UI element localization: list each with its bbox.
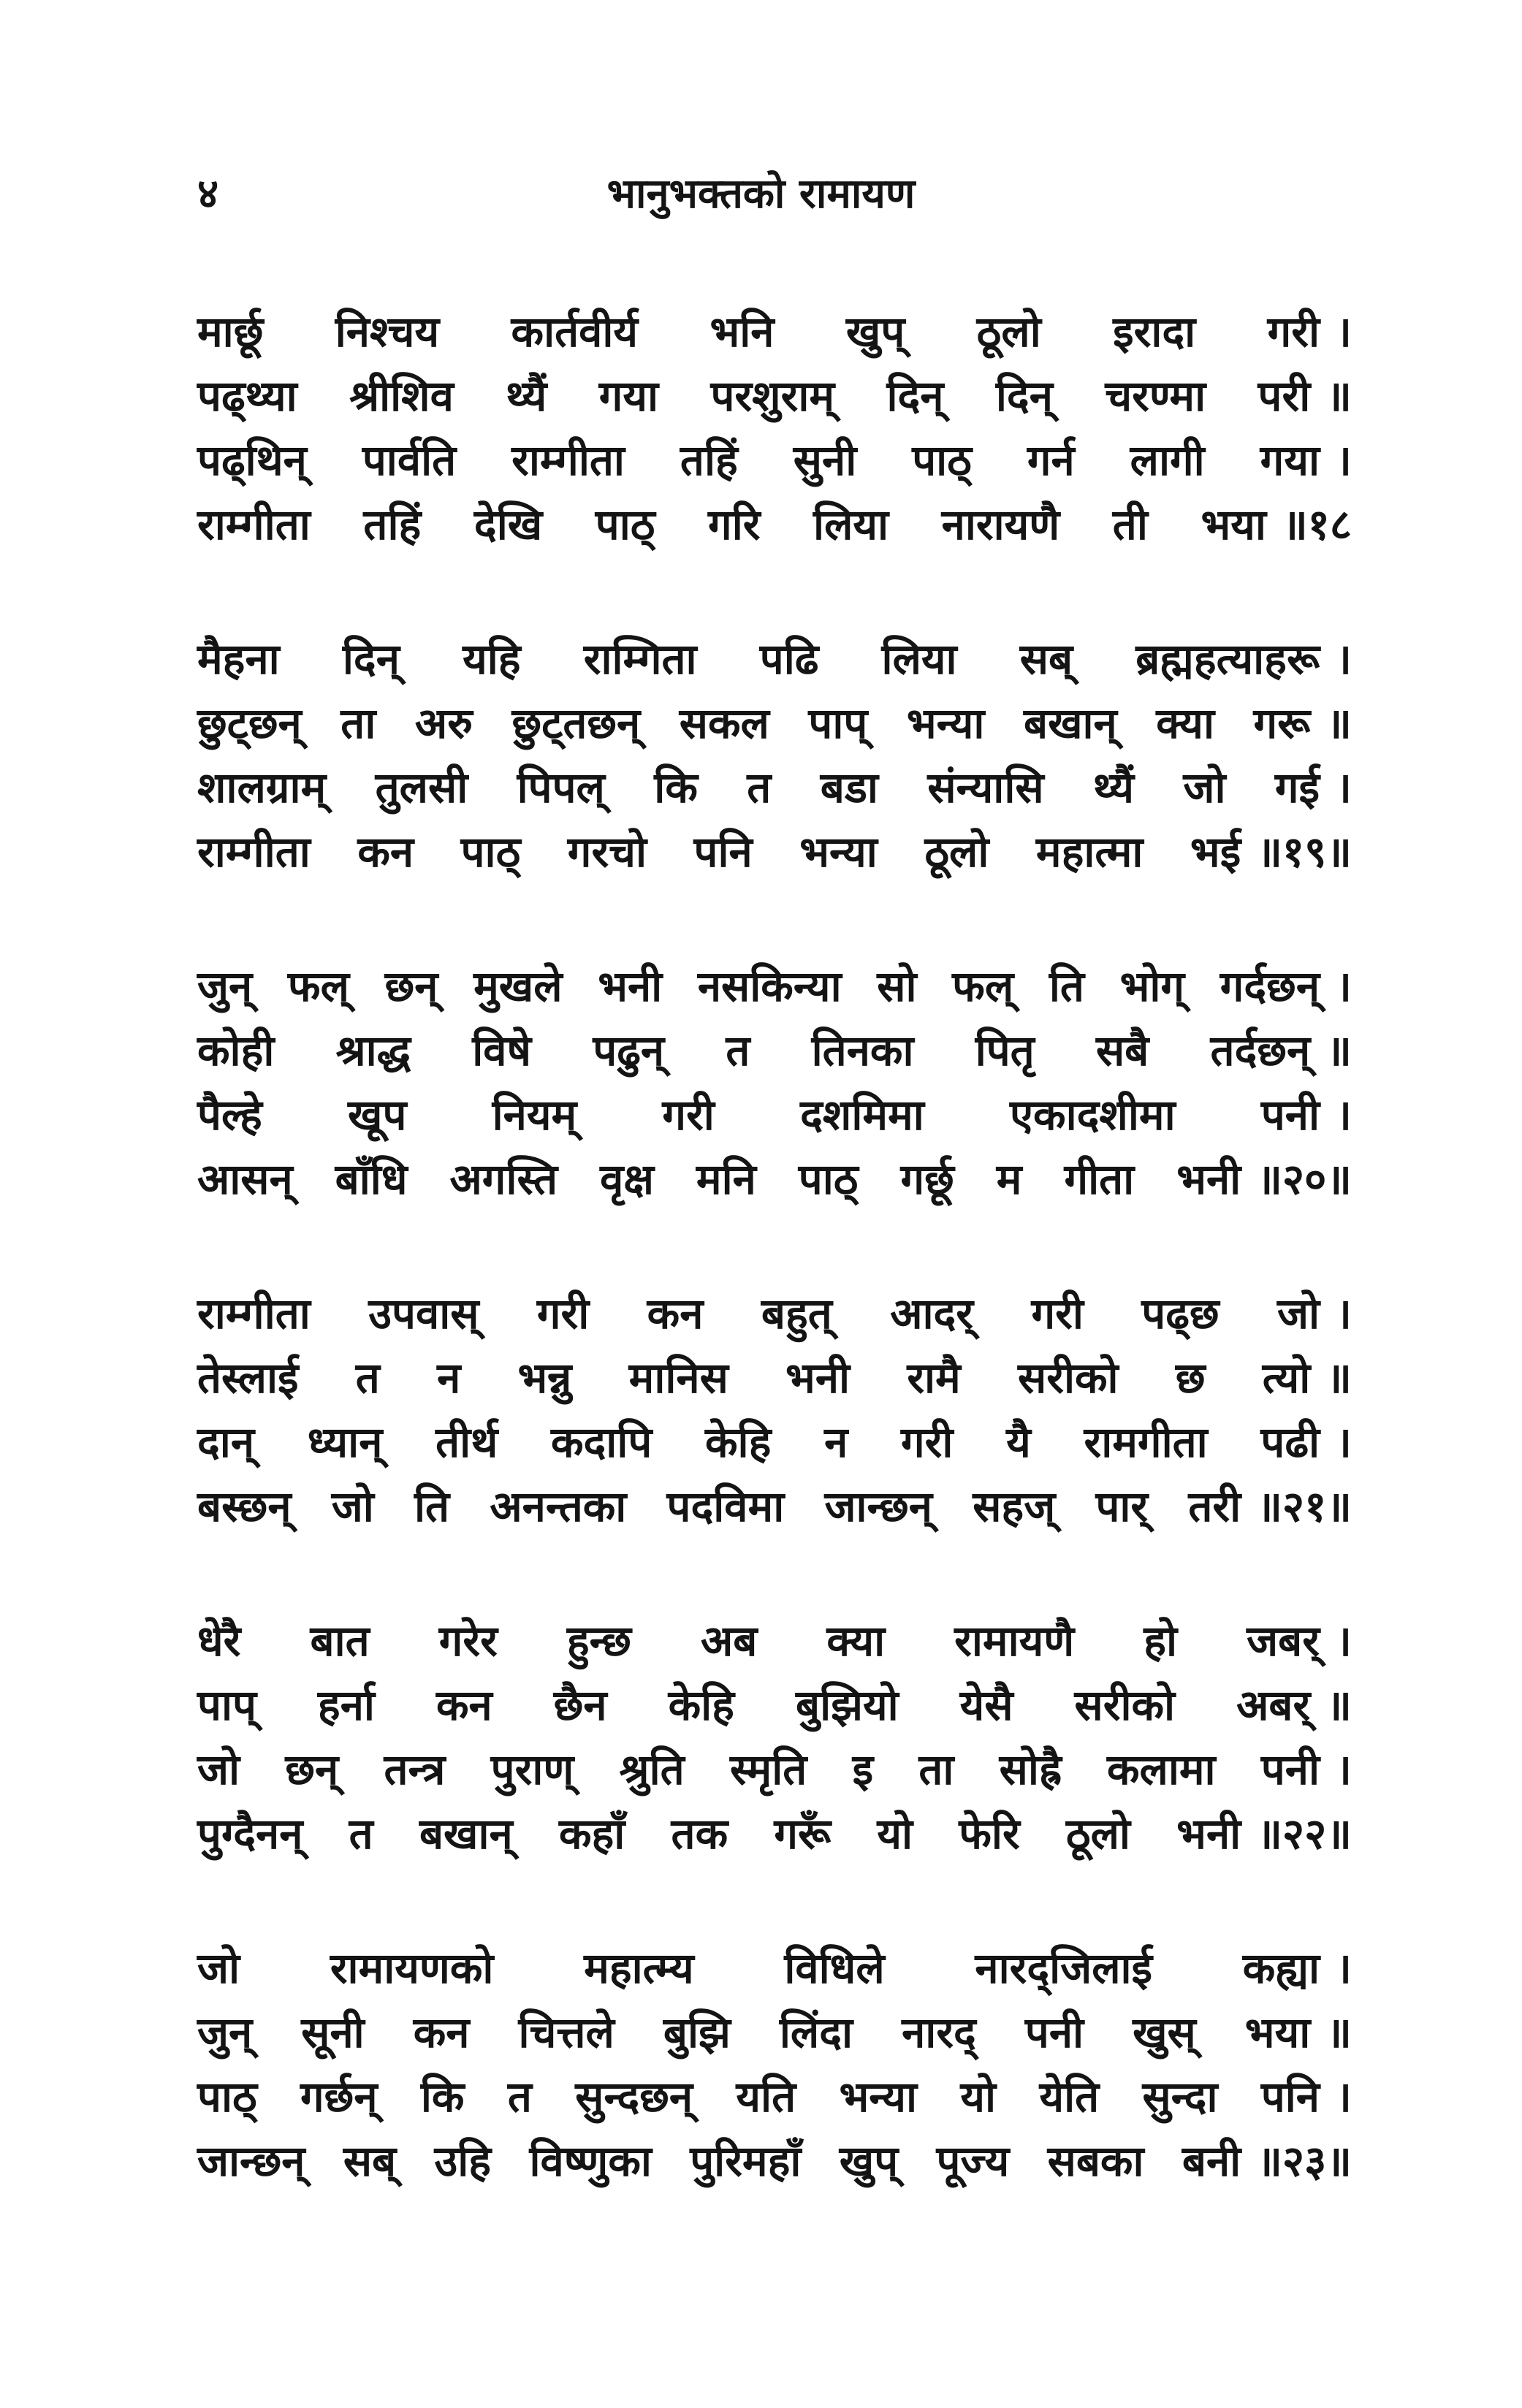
verse-line xyxy=(197,2129,1352,2193)
verse-line xyxy=(197,820,1352,884)
verse-text: पाठ् गर्छन् कि त सुन्दछन् यति भन्या यो येति सुन्दा पनि xyxy=(197,2072,1320,2122)
verse-text: मैहना दिन् यहि राम्गिता पढि लिया सब् ब्रह्महत्याहरू xyxy=(197,634,1320,684)
stanza-21 xyxy=(197,1281,1352,1539)
verse-text: जुन् सूनी कन चित्तले बुझि लिंदा नारद् पनी खुस् भया xyxy=(197,2008,1311,2057)
verse-text: पढ्थिन् पार्वति राम्गीता तहिं सुनी पाठ् गर्न लागी गया xyxy=(197,435,1320,485)
verse-end-mark: ॥ xyxy=(1326,371,1352,421)
verse-text: मार्छू निश्चय कार्तवीर्य भनि खुप् ठूलो इरादा गरी xyxy=(197,307,1320,357)
verse-end-mark: ॥ xyxy=(1326,1680,1352,1730)
verse-text: पाप् हर्ना कन छैन केहि बुझियो येसै सरीको अबर् xyxy=(197,1680,1311,1730)
running-title: भानुभक्तको रामायण xyxy=(606,170,916,218)
verse-text: कोही श्राद्ध विषे पढुन् त तिनका पितृ सबै तर्दछन् xyxy=(197,1026,1311,1075)
verse-text: पैल्हे खूप नियम् गरी दशमिमा एकादशीमा पनी xyxy=(197,1090,1320,1140)
verse-text: तेस्लाई त न भन्नु मानिस भनी रामै सरीको छ त्यो xyxy=(197,1353,1311,1403)
verse-end-mark: ॥ xyxy=(1326,2008,1352,2057)
verse-text: पढ्थ्या श्रीशिव थ्यैं गया परशुराम् दिन् दिन् चरण्मा परी xyxy=(197,371,1311,421)
verse-line xyxy=(197,1737,1352,1802)
verse-line xyxy=(197,1147,1352,1211)
verse-end-mark: । xyxy=(1336,1289,1352,1338)
verse-end-mark: । xyxy=(1336,2072,1352,2122)
verse-line xyxy=(197,2065,1352,2129)
verse-line xyxy=(197,691,1352,755)
verse-end-mark: । xyxy=(1336,763,1352,812)
verse-text: राम्गीता तहिं देखि पाठ् गरि लिया नारायणै ती भया xyxy=(197,500,1266,549)
verse-line xyxy=(197,1936,1352,2000)
verse-text: राम्गीता उपवास् गरी कन बहुत् आदर् गरी पढ्छ जो xyxy=(197,1289,1320,1338)
stanza-23 xyxy=(197,1936,1352,2193)
verse-body xyxy=(197,300,1352,2263)
stanza-18 xyxy=(197,300,1352,557)
verse-text: छुट्छन् ता अरु छुट्तछन् सकल पाप् भन्या बखान् क्या गरू xyxy=(197,698,1311,748)
verse-text: पुग्दैनन् त बखान् कहाँ तक गरूँ यो फेरि ठूलो भनी xyxy=(197,1809,1241,1859)
verse-end-mark: । xyxy=(1336,435,1352,485)
verse-text: राम्गीता कन पाठ् गरचो पनि भन्या ठूलो महात्मा भई xyxy=(197,827,1241,877)
verse-text: जान्छन् सब् उहि विष्णुका पुरिमहाँ खुप् पूज्य सबका बनी xyxy=(197,2136,1241,2186)
verse-line xyxy=(197,1018,1352,1083)
verse-line xyxy=(197,2000,1352,2065)
verse-text: जो छन् तन्त्र पुराण् श्रुति स्मृति इ ता सोह्रै कलामा पनी xyxy=(197,1745,1320,1794)
verse-text: बस्छन् जो ति अनन्तका पदविमा जान्छन् सहज् पार् तरी xyxy=(197,1482,1241,1531)
verse-end-mark: । xyxy=(1336,1090,1352,1140)
verse-text: आसन् बाँधि अगस्ति वृक्ष मनि पाठ् गर्छू म गीता भनी xyxy=(197,1154,1241,1204)
stanza-19 xyxy=(197,627,1352,884)
verse-number: ॥१८ xyxy=(1282,500,1352,549)
verse-line xyxy=(197,1609,1352,1673)
stanza-20 xyxy=(197,954,1352,1211)
verse-line xyxy=(197,428,1352,492)
verse-number: ॥१९॥ xyxy=(1257,827,1352,877)
verse-line xyxy=(197,1474,1352,1539)
verse-line xyxy=(197,1673,1352,1737)
verse-number: ॥२३॥ xyxy=(1257,2136,1352,2186)
verse-end-mark: । xyxy=(1336,1616,1352,1666)
verse-number: ॥२१॥ xyxy=(1257,1482,1352,1531)
verse-line xyxy=(197,1281,1352,1346)
verse-end-mark: । xyxy=(1336,1417,1352,1467)
verse-line xyxy=(197,755,1352,820)
verse-line xyxy=(197,364,1352,428)
verse-end-mark: ॥ xyxy=(1326,698,1352,748)
verse-line xyxy=(197,300,1352,364)
verse-text: जो रामायणको महात्म्य विधिले नारद्जिलाई कह्या xyxy=(197,1943,1320,1993)
stanza-22 xyxy=(197,1609,1352,1866)
verse-number: ॥२०॥ xyxy=(1257,1154,1352,1204)
verse-line xyxy=(197,1346,1352,1410)
verse-number: ॥२२॥ xyxy=(1257,1809,1352,1859)
verse-line xyxy=(197,1083,1352,1147)
verse-line xyxy=(197,954,1352,1018)
verse-end-mark: ॥ xyxy=(1326,1026,1352,1075)
verse-text: दान् ध्यान् तीर्थ कदापि केहि न गरी यै रामगीता पढी xyxy=(197,1417,1320,1467)
verse-text: जुन् फल् छन् मुखले भनी नसकिन्या सो फल् ति भोग् गर्दछन् xyxy=(197,961,1320,1011)
verse-end-mark: ॥ xyxy=(1326,1353,1352,1403)
verse-line xyxy=(197,492,1352,557)
verse-line xyxy=(197,1802,1352,1866)
verse-end-mark: । xyxy=(1336,1943,1352,1993)
verse-text: शालग्राम् तुलसी पिपल् कि त बडा संन्यासि थ्यैं जो गई xyxy=(197,763,1320,812)
verse-end-mark: । xyxy=(1336,634,1352,684)
verse-end-mark: । xyxy=(1336,961,1352,1011)
verse-end-mark: । xyxy=(1336,1745,1352,1794)
page-number: ४ xyxy=(197,170,219,218)
verse-end-mark: । xyxy=(1336,307,1352,357)
verse-line xyxy=(197,627,1352,691)
verse-text: धेरै बात गरेर हुन्छ अब क्या रामायणै हो जबर् xyxy=(197,1616,1320,1666)
verse-line xyxy=(197,1410,1352,1474)
